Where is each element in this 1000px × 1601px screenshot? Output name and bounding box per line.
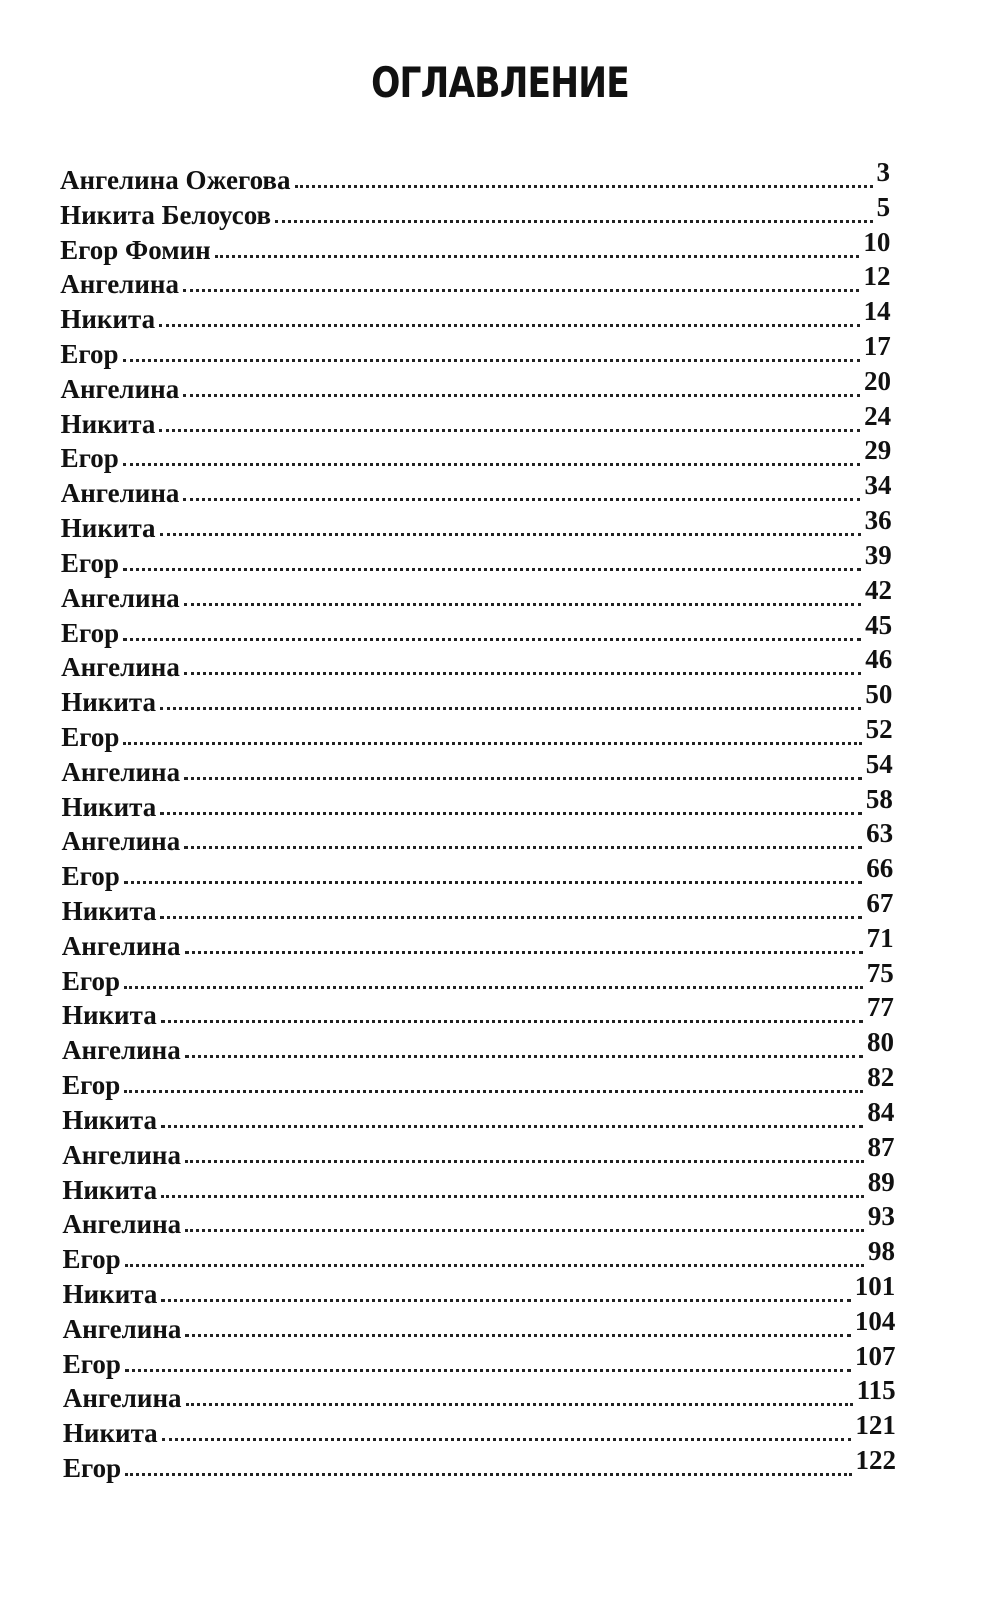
dot-leader [160, 812, 862, 815]
toc-entry-title: Никита [61, 791, 157, 822]
toc-entry-title: Егор [62, 1348, 121, 1379]
toc-entry [61, 437, 892, 473]
toc-entry [62, 1096, 895, 1135]
toc-entry-title: Никита [61, 896, 157, 927]
toc-entry-page-number: 80 [867, 1027, 895, 1058]
toc-entry-title: Егор Фомин [60, 234, 211, 265]
toc-entry-page-number: 98 [868, 1236, 895, 1267]
dot-leader [124, 881, 862, 884]
dot-leader [185, 1229, 864, 1232]
toc-entry-page-number: 93 [867, 1201, 895, 1232]
dot-leader [184, 603, 861, 606]
toc-entry [61, 646, 892, 682]
dot-leader [184, 777, 862, 780]
toc-entry-title: Ангелина [60, 582, 180, 613]
dot-leader [161, 1299, 850, 1302]
toc-entry [60, 159, 890, 195]
toc-entry-title: Никита [60, 513, 156, 544]
toc-entry-page-number: 46 [865, 644, 893, 675]
dot-leader [183, 289, 860, 292]
dot-leader [159, 324, 860, 327]
dot-leader [162, 1438, 852, 1441]
toc-entry-title: Егор [61, 617, 120, 648]
toc-entry [62, 994, 894, 1030]
toc-entry-page-number: 122 [855, 1445, 896, 1475]
toc-entry-title: Ангелина [62, 1035, 181, 1066]
toc-entry-page-number: 24 [864, 400, 892, 431]
toc-entry-title: Ангелина [62, 1139, 181, 1170]
toc-entry [62, 890, 894, 926]
dot-leader [125, 1264, 864, 1267]
toc-entry [60, 400, 892, 439]
toc-entry-title: Ангелина [61, 826, 181, 857]
toc-entry-page-number: 77 [866, 992, 894, 1023]
dot-leader [295, 185, 873, 188]
toc-entry-page-number: 39 [864, 539, 892, 570]
dot-leader [185, 1334, 850, 1337]
toc-entry-title: Ангелина [62, 1383, 182, 1414]
toc-entry [60, 226, 891, 265]
toc-entry [60, 298, 890, 334]
toc-entry-page-number: 17 [863, 331, 891, 362]
dot-leader [125, 1473, 851, 1476]
toc-entry-page-number: 82 [867, 1062, 895, 1093]
toc-entry [61, 609, 893, 648]
toc-entry-page-number: 75 [866, 957, 894, 988]
toc-entry-page-number: 104 [854, 1305, 896, 1336]
toc-entry-page-number: 87 [867, 1131, 895, 1162]
dot-leader [123, 463, 861, 466]
toc-entry [60, 574, 892, 613]
toc-entry-page-number: 115 [856, 1375, 896, 1406]
dot-leader [124, 986, 863, 989]
table-of-contents [0, 159, 1000, 1519]
toc-entry [60, 263, 890, 299]
dot-leader [183, 498, 860, 501]
toc-entry-title: Ангелина [61, 930, 181, 961]
dot-leader [161, 1125, 863, 1128]
toc-entry-title: Егор [60, 443, 119, 474]
dot-leader [183, 394, 860, 397]
toc-entry-page-number: 89 [867, 1166, 895, 1197]
toc-entry-title: Егор [62, 1070, 121, 1101]
toc-entry-page-number: 58 [865, 783, 893, 814]
toc-entry-title: Егор [61, 721, 120, 752]
dot-leader [185, 951, 863, 954]
toc-entry [61, 922, 894, 961]
toc-entry-page-number: 36 [864, 505, 892, 536]
toc-entry-page-number: 5 [876, 191, 891, 222]
dot-leader [161, 1195, 864, 1198]
toc-entry-title: Никита [60, 408, 156, 439]
toc-entry [61, 957, 894, 996]
toc-entry [62, 1064, 894, 1100]
toc-entry [62, 1305, 896, 1344]
toc-entry [61, 507, 892, 543]
toc-entry-title: Егор [60, 339, 119, 370]
toc-entry-title: Егор [61, 861, 120, 892]
toc-entry [62, 1270, 896, 1309]
toc-entry-page-number: 107 [855, 1340, 896, 1371]
page-title: ОГЛАВЛЕНИЕ [371, 58, 629, 107]
toc-entry-page-number: 45 [865, 609, 893, 640]
toc-entry-page-number: 29 [864, 435, 892, 466]
dot-leader [160, 533, 861, 536]
toc-entry-page-number: 42 [864, 574, 892, 605]
dot-leader [124, 1090, 863, 1093]
toc-entry [61, 681, 892, 717]
toc-entry-title: Егор [60, 547, 120, 578]
toc-entry [62, 855, 894, 891]
toc-entry-page-number: 10 [863, 226, 891, 257]
toc-entry [61, 748, 893, 787]
toc-entry [62, 1166, 895, 1205]
toc-entry [60, 539, 892, 578]
toc-entry [61, 783, 893, 822]
dot-leader [186, 1403, 853, 1406]
toc-entry [60, 333, 890, 369]
toc-entry-page-number: 34 [864, 470, 892, 501]
toc-entry-title: Ангелина [60, 373, 180, 404]
dot-leader [125, 1369, 851, 1372]
toc-entry-title: Никита [62, 1104, 157, 1135]
toc-entry-title: Ангелина [62, 1313, 182, 1344]
dot-leader [215, 255, 860, 258]
dot-leader [160, 707, 861, 710]
toc-entry [60, 191, 891, 230]
toc-entry-page-number: 67 [866, 888, 894, 919]
toc-entry-title: Ангелина [62, 1209, 182, 1240]
dot-leader [123, 638, 861, 641]
dot-leader [185, 1055, 863, 1058]
dot-leader [159, 429, 860, 432]
toc-entry-title: Никита [60, 304, 156, 335]
toc-entry-title: Никита [62, 1278, 158, 1309]
toc-entry-page-number: 66 [866, 853, 894, 884]
toc-entry [61, 472, 892, 508]
dot-leader [184, 846, 862, 849]
toc-entry-title: Егор [61, 965, 120, 996]
toc-entry-title: Ангелина [61, 756, 181, 787]
toc-entry-title: Ангелина [60, 269, 179, 300]
dot-leader [275, 220, 873, 223]
toc-entry [62, 1029, 894, 1065]
toc-entry-title: Егор [63, 1453, 122, 1483]
dot-leader [123, 359, 860, 362]
dot-leader [185, 1160, 864, 1163]
toc-entry [62, 1131, 895, 1170]
toc-entry [63, 1238, 896, 1274]
toc-entry-title: Егор [62, 1244, 121, 1275]
toc-entry-title: Никита [62, 1174, 158, 1205]
toc-entry [63, 1377, 896, 1413]
toc-entry-page-number: 52 [865, 713, 893, 744]
toc-entry-page-number: 71 [866, 922, 894, 953]
toc-entry [62, 820, 894, 856]
toc-entry [61, 713, 893, 752]
toc-entry [62, 1340, 896, 1379]
toc-entry-page-number: 101 [854, 1270, 896, 1301]
dot-leader [184, 672, 861, 675]
dot-leader [160, 916, 862, 919]
toc-entry-page-number: 50 [865, 679, 893, 710]
toc-entry-page-number: 20 [863, 365, 891, 396]
toc-entry-page-number: 121 [855, 1410, 896, 1441]
toc-entry-title: Никита [62, 1418, 158, 1449]
toc-entry [62, 1203, 894, 1239]
dot-leader [123, 742, 861, 745]
toc-entry-page-number: 12 [863, 261, 891, 292]
toc-entry-title: Никита [61, 1000, 157, 1031]
toc-entry-page-number: 3 [876, 157, 890, 187]
toc-entry [60, 365, 891, 404]
dot-leader [161, 1020, 863, 1023]
toc-entry-title: Никита Белоусов [60, 199, 272, 230]
toc-entry-page-number: 54 [865, 748, 893, 779]
toc-entry [63, 1412, 896, 1448]
toc-entry-page-number: 84 [867, 1096, 895, 1127]
toc-entry [63, 1447, 896, 1483]
dot-leader [123, 568, 861, 571]
toc-entry-page-number: 14 [863, 296, 891, 327]
toc-entry-title: Ангелина [61, 652, 180, 683]
toc-entry-title: Ангелина Ожегова [60, 165, 291, 195]
toc-entry-page-number: 63 [866, 818, 894, 849]
toc-entry-title: Ангелина [60, 478, 180, 509]
toc-entry-title: Никита [61, 687, 156, 718]
